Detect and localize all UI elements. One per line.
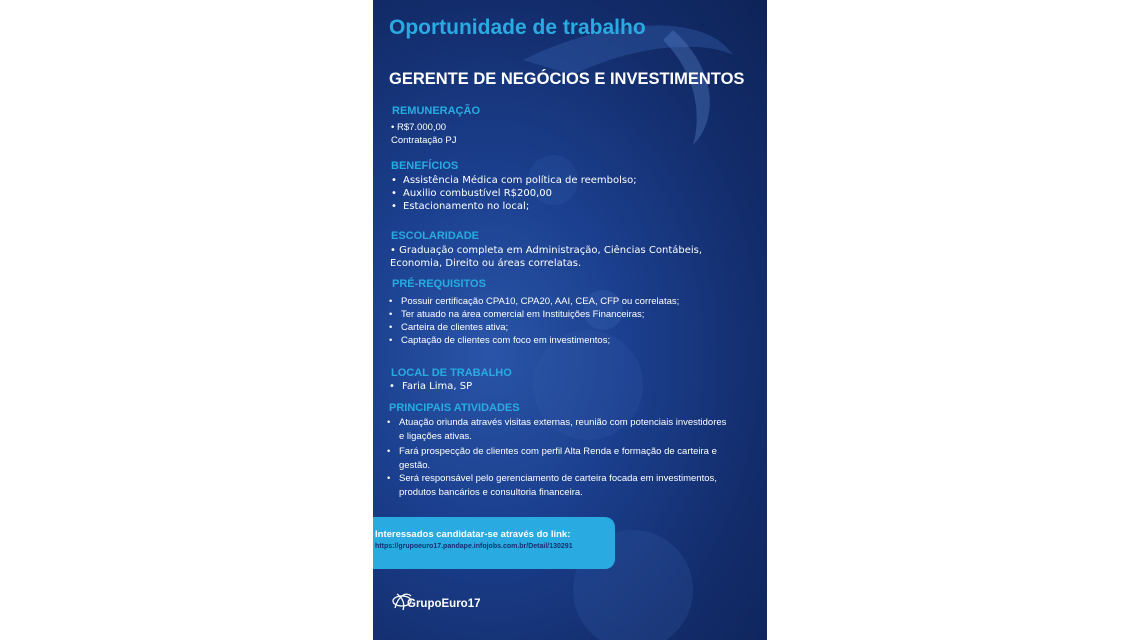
list-item: • Atuação oriunda através visitas externas, reunião com potenciais investidores e ligações ativas. [387, 416, 727, 443]
list-item: • Assistência Médica com política de reembolso; [391, 175, 751, 188]
atividades-heading: PRINCIPAIS ATIVIDADES [389, 402, 520, 414]
apply-link[interactable]: https://grupoeuro17.pandape.infojobs.com.br/Detail/130291 [375, 543, 573, 550]
job-title: GERENTE DE NEGÓCIOS E INVESTIMENTOS [389, 70, 745, 88]
apply-text: Interessados candidatar-se através do link: [375, 529, 571, 540]
beneficios-list [391, 175, 751, 213]
apply-banner [373, 517, 615, 569]
remuneracao-heading: REMUNERAÇÃO [392, 105, 480, 117]
list-item: • Carteira de clientes ativa; [389, 321, 751, 334]
company-logo-text: GrupoEuro17 [407, 598, 481, 610]
list-item: • Captação de clientes com foco em investimentos; [389, 334, 751, 347]
list-item: • Faria Lima, SP [389, 381, 749, 394]
list-item: • Possuir certificação CPA10, CPA20, AAI, CEA, CFP ou correlatas; [389, 295, 751, 308]
salary-text: • R$7.000,00 [391, 122, 447, 133]
list-item: • Será responsável pelo gerenciamento de carteira focada em investimentos, produtos bancários e consultoria financeira. [387, 472, 727, 499]
list-item: • Auxilio combustível R$200,00 [391, 188, 751, 201]
page-title: Oportunidade de trabalho [389, 16, 646, 39]
local-list [389, 381, 749, 394]
atividades-list [387, 416, 727, 499]
contract-text: Contratação PJ [391, 135, 457, 146]
escolaridade-text: • Graduação completa em Administração, Ciências Contábeis, Economia, Direito ou áreas correlatas. [390, 245, 703, 269]
escolaridade-heading: ESCOLARIDADE [391, 230, 480, 242]
local-heading: LOCAL DE TRABALHO [391, 367, 512, 379]
list-item: • Fará prospecção de clientes com perfil Alta Renda e formação de carteira e gestão. [387, 445, 727, 472]
remuneracao-section [391, 121, 751, 147]
list-item: • Estacionamento no local; [391, 201, 751, 214]
pre-requisitos-list [389, 295, 751, 347]
pre-requisitos-heading: PRÉ-REQUISITOS [392, 278, 486, 290]
beneficios-heading: BENEFÍCIOS [391, 160, 459, 172]
job-poster [373, 0, 767, 640]
list-item: • Ter atuado na área comercial em Instituições Financeiras; [389, 308, 751, 321]
